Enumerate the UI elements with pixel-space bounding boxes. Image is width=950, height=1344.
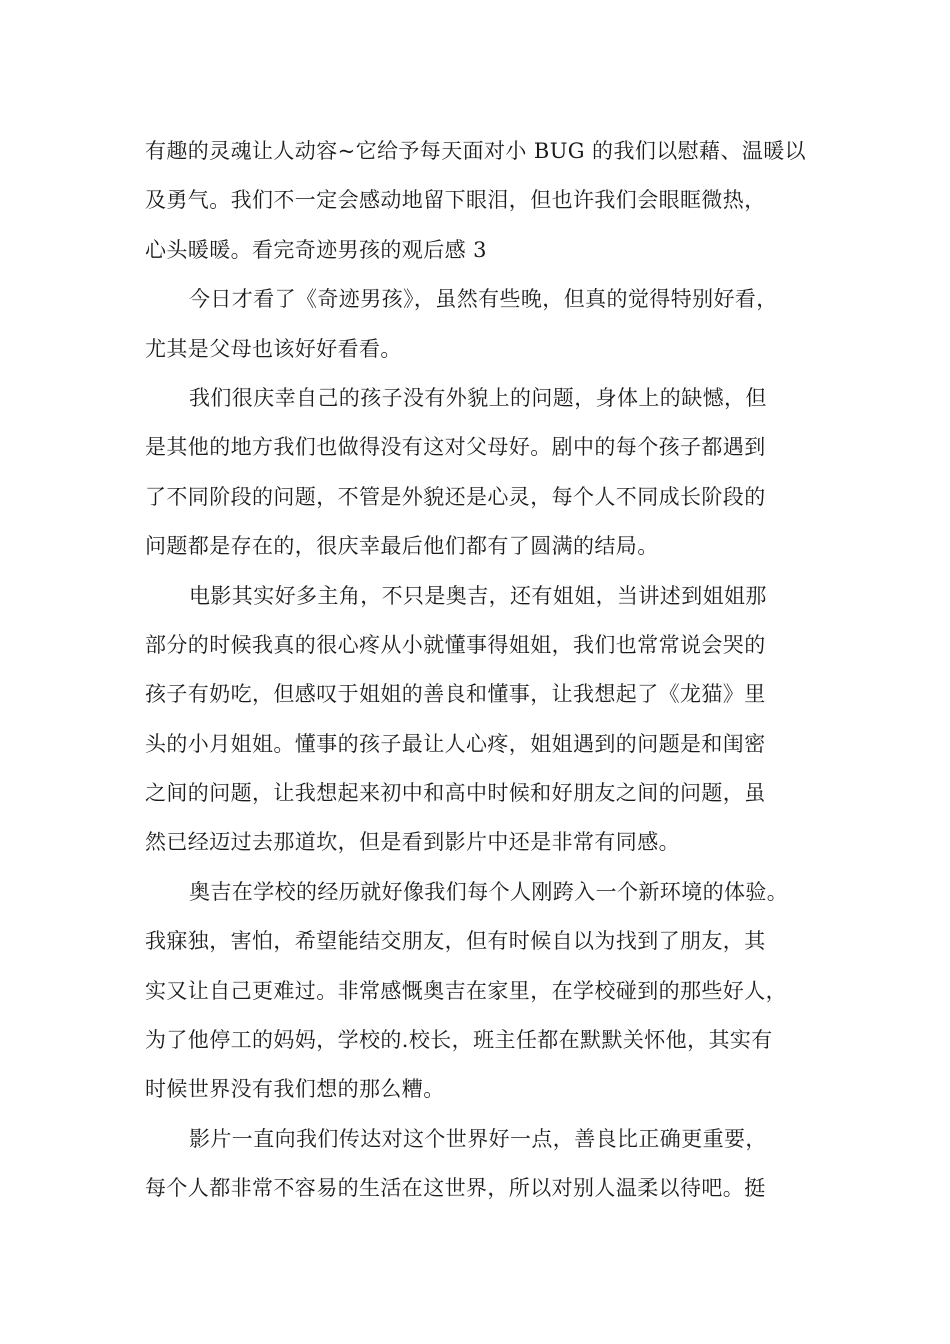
text-line: 每个人都非常不容易的生活在这世界，所以对别人温柔以待吧。挺 <box>145 1176 766 1201</box>
paragraph-first-line: 奥吉在学校的经历就好像我们每个人刚跨入一个新环境的体验。 <box>189 879 789 904</box>
text-line: 尤其是父母也该好好看看。 <box>145 336 402 361</box>
text-line: 头的小月姐姐。懂事的孩子最让人心疼，姐姐遇到的问题是和闺密 <box>145 731 766 756</box>
text-line: 为了他停工的妈妈，学校的.校长，班主任都在默默关怀他，其实有 <box>145 1028 773 1053</box>
paragraph-first-line: 影片一直向我们传达对这个世界好一点，善良比正确更重要， <box>189 1126 767 1151</box>
paragraph-first-line: 电影其实好多主角，不只是奥吉，还有姐姐，当讲述到姐姐那 <box>189 583 767 608</box>
text-line: 及勇气。我们不一定会感动地留下眼泪，但也许我们会眼眶微热， <box>145 188 766 213</box>
text-line: 问题都是存在的，很庆幸最后他们都有了圆满的结局。 <box>145 534 659 559</box>
text-line: 孩子有奶吃，但感叹于姐姐的善良和懂事，让我想起了《龙猫》里 <box>145 682 766 707</box>
text-line: 部分的时候我真的很心疼从小就懂事得姐姐，我们也常常说会哭的 <box>145 632 766 657</box>
text-line: 我寐独，害怕，希望能结交朋友，但有时候自以为找到了朋友，其 <box>145 929 766 954</box>
text-line: 实又让自己更难过。非常感慨奥吉在家里，在学校碰到的那些好人， <box>145 978 787 1003</box>
text-line: 是其他的地方我们也做得没有这对父母好。剧中的每个孩子都遇到 <box>145 435 766 460</box>
paragraph-first-line: 今日才看了《奇迹男孩》，虽然有些晚，但真的觉得特别好看， <box>189 287 778 312</box>
paragraph-first-line: 我们很庆幸自己的孩子没有外貌上的问题，身体上的缺憾，但 <box>189 385 767 410</box>
text-line: 时候世界没有我们想的那么糟。 <box>145 1077 445 1102</box>
text-line: 有趣的灵魂让人动容~它给予每天面对小 BUG 的我们以慰藉、温暖以 <box>145 139 807 163</box>
text-line: 心头暖暖。看完奇迹男孩的观后感 3 <box>145 237 487 262</box>
text-line: 然已经迈过去那道坎，但是看到影片中还是非常有同感。 <box>145 830 680 855</box>
text-line: 之间的问题，让我想起来初中和高中时候和好朋友之间的问题，虽 <box>145 781 766 806</box>
text-line: 了不同阶段的问题，不管是外貌还是心灵，每个人不同成长阶段的 <box>145 484 766 509</box>
document-body <box>145 131 815 1218</box>
